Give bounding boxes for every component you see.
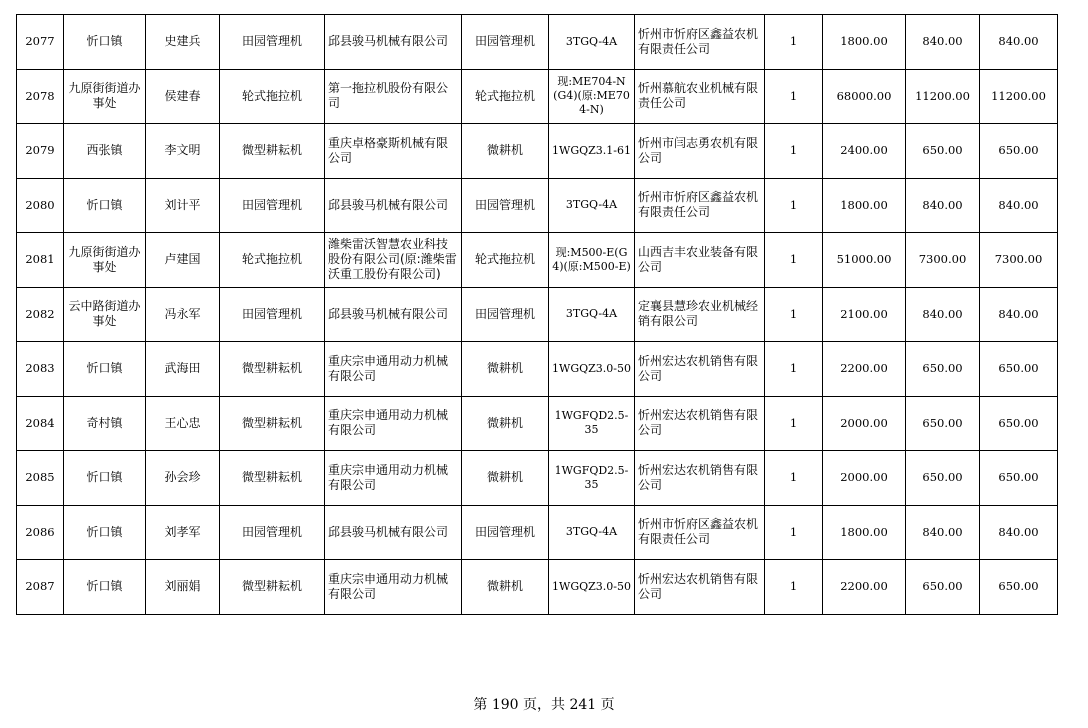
manufacturer: 邱县骏马机械有限公司 <box>325 15 462 70</box>
town: 忻口镇 <box>64 15 146 70</box>
owner-name: 卢建国 <box>146 233 220 288</box>
serial-number: 2081 <box>17 233 64 288</box>
subsidy-total: 650.00 <box>980 560 1058 615</box>
sale-price: 2400.00 <box>823 124 906 179</box>
subsidy-total: 840.00 <box>980 505 1058 560</box>
quantity: 1 <box>765 560 823 615</box>
serial-number: 2085 <box>17 451 64 506</box>
owner-name: 孙会珍 <box>146 451 220 506</box>
subsidy-per-unit: 650.00 <box>906 451 980 506</box>
product-name: 轮式拖拉机 <box>462 69 549 124</box>
model-number: 3TGQ-4A <box>549 287 635 342</box>
product-name: 微耕机 <box>462 396 549 451</box>
town: 忻口镇 <box>64 178 146 233</box>
subsidy-total: 650.00 <box>980 124 1058 179</box>
dealer: 忻州市忻府区鑫益农机有限责任公司 <box>635 505 765 560</box>
sale-price: 2100.00 <box>823 287 906 342</box>
model-number: 现:M500-E(G4)(原:M500-E) <box>549 233 635 288</box>
dealer: 忻州宏达农机销售有限公司 <box>635 560 765 615</box>
dealer: 定襄县慧珍农业机械经销有限公司 <box>635 287 765 342</box>
model-number: 3TGQ-4A <box>549 178 635 233</box>
subsidy-per-unit: 650.00 <box>906 342 980 397</box>
product-name: 田园管理机 <box>462 287 549 342</box>
dealer: 忻州宏达农机销售有限公司 <box>635 342 765 397</box>
serial-number: 2086 <box>17 505 64 560</box>
owner-name: 史建兵 <box>146 15 220 70</box>
machine-category: 微型耕耘机 <box>220 451 325 506</box>
sale-price: 68000.00 <box>823 69 906 124</box>
dealer: 忻州宏达农机销售有限公司 <box>635 451 765 506</box>
subsidy-per-unit: 840.00 <box>906 15 980 70</box>
table-row <box>17 342 1058 397</box>
machine-category: 微型耕耘机 <box>220 124 325 179</box>
quantity: 1 <box>765 69 823 124</box>
sale-price: 2000.00 <box>823 396 906 451</box>
town: 九原街街道办事处 <box>64 233 146 288</box>
table-row <box>17 124 1058 179</box>
owner-name: 刘孝军 <box>146 505 220 560</box>
owner-name: 李文明 <box>146 124 220 179</box>
model-number: 1WGQZ3.0-50 <box>549 560 635 615</box>
dealer: 忻州市忻府区鑫益农机有限责任公司 <box>635 178 765 233</box>
serial-number: 2079 <box>17 124 64 179</box>
product-name: 田园管理机 <box>462 15 549 70</box>
dealer: 山西吉丰农业装备有限公司 <box>635 233 765 288</box>
serial-number: 2082 <box>17 287 64 342</box>
machine-category: 微型耕耘机 <box>220 396 325 451</box>
manufacturer: 重庆宗申通用动力机械有限公司 <box>325 451 462 506</box>
owner-name: 侯建春 <box>146 69 220 124</box>
sale-price: 1800.00 <box>823 505 906 560</box>
dealer: 忻州市闫志勇农机有限公司 <box>635 124 765 179</box>
sale-price: 2000.00 <box>823 451 906 506</box>
product-name: 微耕机 <box>462 124 549 179</box>
town: 忻口镇 <box>64 451 146 506</box>
quantity: 1 <box>765 396 823 451</box>
subsidy-per-unit: 650.00 <box>906 560 980 615</box>
dealer: 忻州宏达农机销售有限公司 <box>635 396 765 451</box>
subsidy-per-unit: 840.00 <box>906 178 980 233</box>
product-name: 田园管理机 <box>462 505 549 560</box>
subsidy-per-unit: 840.00 <box>906 505 980 560</box>
machine-category: 田园管理机 <box>220 505 325 560</box>
machine-category: 轮式拖拉机 <box>220 69 325 124</box>
model-number: 现:ME704-N(G4)(原:ME704-N) <box>549 69 635 124</box>
product-name: 微耕机 <box>462 342 549 397</box>
machine-category: 田园管理机 <box>220 178 325 233</box>
subsidy-total: 650.00 <box>980 451 1058 506</box>
machine-category: 轮式拖拉机 <box>220 233 325 288</box>
town: 奇村镇 <box>64 396 146 451</box>
subsidy-per-unit: 650.00 <box>906 396 980 451</box>
manufacturer: 重庆宗申通用动力机械有限公司 <box>325 396 462 451</box>
quantity: 1 <box>765 178 823 233</box>
table-row <box>17 560 1058 615</box>
model-number: 1WGQZ3.1-61 <box>549 124 635 179</box>
town: 忻口镇 <box>64 560 146 615</box>
product-name: 轮式拖拉机 <box>462 233 549 288</box>
table-row <box>17 287 1058 342</box>
quantity: 1 <box>765 15 823 70</box>
product-name: 微耕机 <box>462 560 549 615</box>
serial-number: 2080 <box>17 178 64 233</box>
serial-number: 2083 <box>17 342 64 397</box>
dealer: 忻州慕航农业机械有限责任公司 <box>635 69 765 124</box>
subsidy-per-unit: 11200.00 <box>906 69 980 124</box>
subsidy-total: 11200.00 <box>980 69 1058 124</box>
subsidy-total: 840.00 <box>980 178 1058 233</box>
manufacturer: 邱县骏马机械有限公司 <box>325 505 462 560</box>
subsidy-table <box>16 14 1058 615</box>
town: 九原街街道办事处 <box>64 69 146 124</box>
serial-number: 2087 <box>17 560 64 615</box>
machine-category: 田园管理机 <box>220 15 325 70</box>
table-row <box>17 505 1058 560</box>
machine-category: 微型耕耘机 <box>220 342 325 397</box>
dealer: 忻州市忻府区鑫益农机有限责任公司 <box>635 15 765 70</box>
manufacturer: 邱县骏马机械有限公司 <box>325 178 462 233</box>
sale-price: 2200.00 <box>823 342 906 397</box>
manufacturer: 重庆宗申通用动力机械有限公司 <box>325 560 462 615</box>
model-number: 1WGFQD2.5-35 <box>549 396 635 451</box>
quantity: 1 <box>765 505 823 560</box>
owner-name: 刘计平 <box>146 178 220 233</box>
manufacturer: 邱县骏马机械有限公司 <box>325 287 462 342</box>
subsidy-total: 650.00 <box>980 396 1058 451</box>
machine-category: 田园管理机 <box>220 287 325 342</box>
serial-number: 2077 <box>17 15 64 70</box>
product-name: 田园管理机 <box>462 178 549 233</box>
manufacturer: 重庆卓格豪斯机械有限公司 <box>325 124 462 179</box>
manufacturer: 重庆宗申通用动力机械有限公司 <box>325 342 462 397</box>
table-row <box>17 451 1058 506</box>
sale-price: 51000.00 <box>823 233 906 288</box>
table-row <box>17 233 1058 288</box>
subsidy-total: 650.00 <box>980 342 1058 397</box>
table-row <box>17 69 1058 124</box>
table-body <box>17 15 1058 615</box>
serial-number: 2078 <box>17 69 64 124</box>
owner-name: 刘丽娟 <box>146 560 220 615</box>
manufacturer: 潍柴雷沃智慧农业科技股份有限公司(原:潍柴雷沃重工股份有限公司) <box>325 233 462 288</box>
quantity: 1 <box>765 233 823 288</box>
table-row <box>17 178 1058 233</box>
town: 西张镇 <box>64 124 146 179</box>
subsidy-total: 7300.00 <box>980 233 1058 288</box>
owner-name: 武海田 <box>146 342 220 397</box>
serial-number: 2084 <box>17 396 64 451</box>
subsidy-total: 840.00 <box>980 15 1058 70</box>
manufacturer: 第一拖拉机股份有限公司 <box>325 69 462 124</box>
model-number: 1WGFQD2.5-35 <box>549 451 635 506</box>
model-number: 1WGQZ3.0-50 <box>549 342 635 397</box>
subsidy-per-unit: 840.00 <box>906 287 980 342</box>
table-row <box>17 15 1058 70</box>
town: 忻口镇 <box>64 505 146 560</box>
quantity: 1 <box>765 451 823 506</box>
subsidy-per-unit: 650.00 <box>906 124 980 179</box>
owner-name: 冯永军 <box>146 287 220 342</box>
quantity: 1 <box>765 124 823 179</box>
subsidy-per-unit: 7300.00 <box>906 233 980 288</box>
sale-price: 1800.00 <box>823 178 906 233</box>
town: 云中路街道办事处 <box>64 287 146 342</box>
subsidy-total: 840.00 <box>980 287 1058 342</box>
model-number: 3TGQ-4A <box>549 15 635 70</box>
owner-name: 王心忠 <box>146 396 220 451</box>
quantity: 1 <box>765 287 823 342</box>
product-name: 微耕机 <box>462 451 549 506</box>
sale-price: 2200.00 <box>823 560 906 615</box>
page-footer: 第 190 页，共 241 页 <box>473 697 615 713</box>
sale-price: 1800.00 <box>823 15 906 70</box>
table-row <box>17 396 1058 451</box>
quantity: 1 <box>765 342 823 397</box>
machine-category: 微型耕耘机 <box>220 560 325 615</box>
town: 忻口镇 <box>64 342 146 397</box>
model-number: 3TGQ-4A <box>549 505 635 560</box>
